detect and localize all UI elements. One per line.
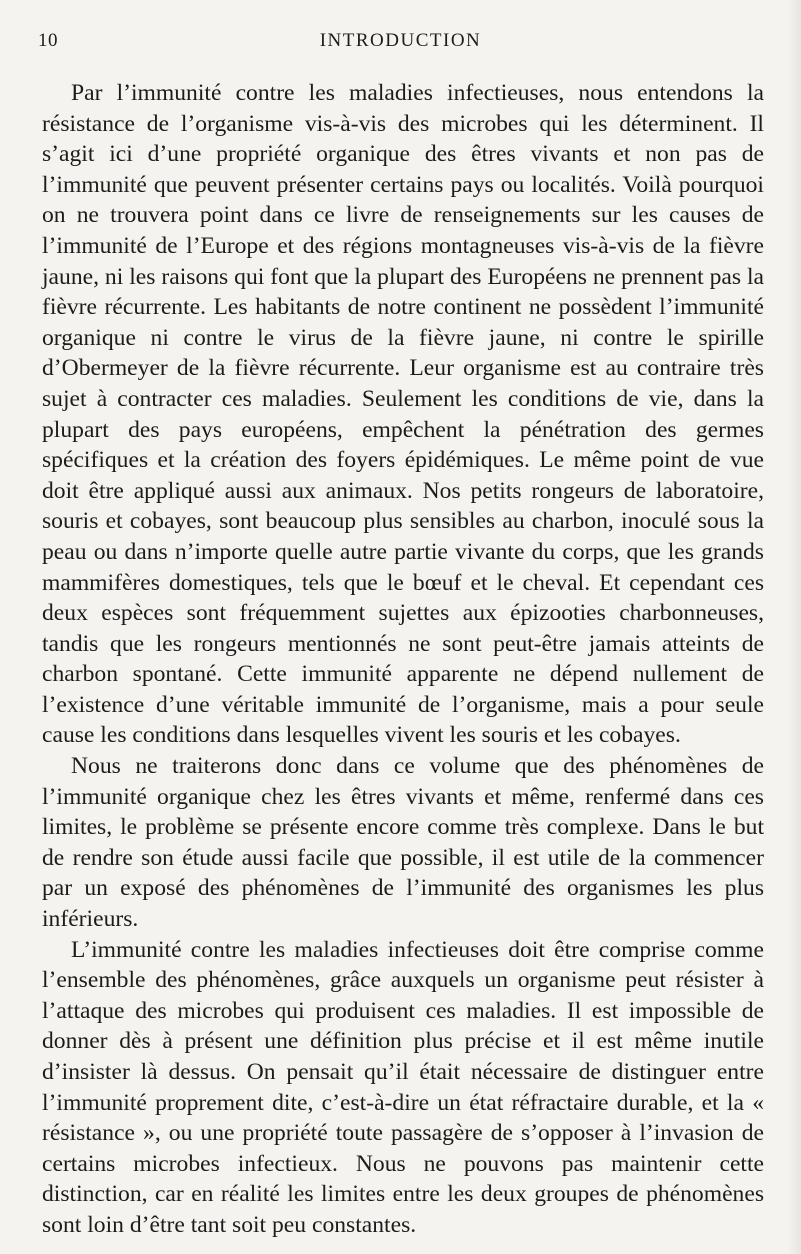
paragraph-scope-of-volume: Nous ne traiterons donc dans ce volume que des phénomènes de l’immunité organique chez les êtres vivants et même, renfermé dans ces limites, le problème se présente encore comme très complexe. Dans le but de rendre son étude aussi facile que possible, il est utile de la commencer par un exposé des phénomènes de l’immunité des organismes les plus inférieurs.	[42, 753, 764, 933]
paragraph-immunity-vs-resistance: L’immunité contre les maladies infectieuses doit être comprise comme l’ensemble des phénomènes, grâce auxquels un organisme peut résister à l’attaque des microbes qui produisent ces maladies. Il est impossible de donner dès à présent une définition plus précise et il est même inutile d’insister là dessus. On pensait qu’il était nécessaire de distinguer entre l’immunité proprement dite, c’est-à-dire un état réfractaire durable, et la « résistance », ou une propriété toute passagère de s’opposer à l’invasion de certains microbes infectieux. Nous ne pouvons pas maintenir cette distinction, car en réalité les limites entre les deux groupes de phénomènes sont loin d’être tant soit peu constantes.	[42, 936, 764, 1238]
body-text	[42, 78, 764, 1241]
page-edge-shadow	[787, 0, 801, 1254]
paragraph-immunity-definition: Par l’immunité contre les maladies infectieuses, nous entendons la résistance de l’organisme vis-à-vis des microbes qui les déterminent. Il s’agit ici d’une propriété organique des êtres vivants et non pas de l’immunité que peuvent présenter certains pays ou localités. Voilà pourquoi on ne trouvera point dans ce livre de renseignements sur les causes de l’immunité de l’Europe et des régions montagneuses vis-à-vis de la fièvre jaune, ni les raisons qui font que la plupart des Européens ne prennent pas la fièvre récurrente. Les habitants de notre continent ne possèdent l’immunité organique ni contre le virus de la fièvre jaune, ni contre le spirille d’Obermeyer de la fièvre récurrente. Leur organisme est au contraire très sujet à contracter ces maladies. Seulement les conditions de vie, dans la plupart des pays européens, empêchent la pénétration des germes spécifiques et la création des foyers épidémiques. Le même point de vue doit être appliqué aussi aux animaux. Nos petits rongeurs de laboratoire, souris et cobayes, sont beaucoup plus sensibles au charbon, inoculé sous la peau ou dans n’importe quelle autre partie vivante du corps, que les grands mammifères domestiques, tels que le bœuf et le cheval. Et cependant ces deux espèces sont fréquemment sujettes aux épizooties charbonneuses, tandis que les rongeurs mentionnés ne sont peut-être jamais atteints de charbon spontané. Cette immunité apparente ne dépend nullement de l’existence d’une véritable immunité de l’organisme, mais a pour seule cause les conditions dans lesquelles vivent les souris et les cobayes.	[42, 80, 764, 749]
running-title: INTRODUCTION	[319, 30, 482, 51]
page-header	[0, 30, 801, 60]
page-number: 10	[38, 30, 58, 51]
